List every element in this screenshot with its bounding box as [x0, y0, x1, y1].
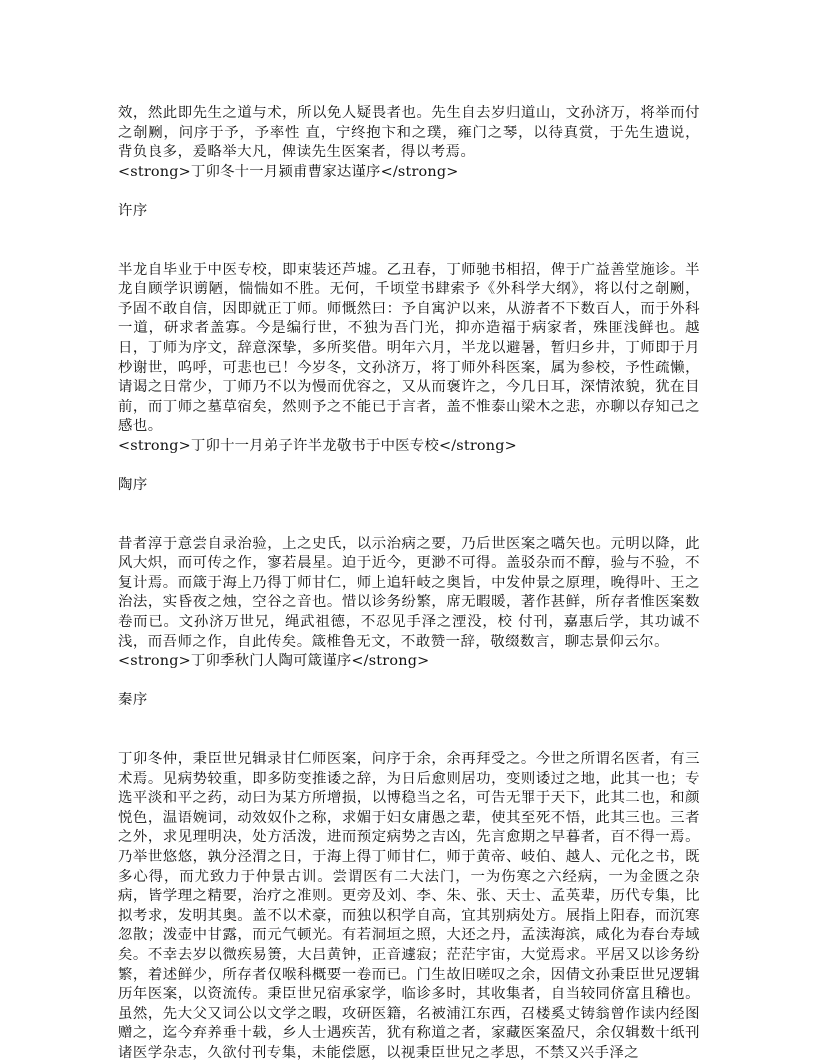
- preface-cao-signature: <strong>丁卯冬十一月颍甫曹家达谨序</strong>: [118, 163, 459, 180]
- preface-qin-body: 丁卯冬仲，秉臣世兄辑录甘仁师医案，问序于余，余再拜受之。今世之所谓名医者，有三术焉。见病势较重，即多防变推诿之辞，为日后愈则居功，变则诿过之地，此其一也；专选平淡和平之药，动曰为某方所增损，以博稳当之名，可告无罪于天下，此其二也，和颜悦色，温语婉词，动效奴仆之称，求媚于妇女庸愚之辈，使其至死不悟，此其三也。三者之外，求见理明决，处方活泼，进而预定病势之吉凶，先言愈期之早暮者，百不得一焉。乃举世悠悠，孰分泾渭之日，于海上得丁师甘仁，师于黄帝、岐伯、越人、元化之书，既多心得，而尤致力于仲景古训。尝谓医有二大法门，一为伤寒之六经病，一为金匮之杂病，皆学理之精要，治疗之准则。更旁及刘、李、朱、张、天士、孟英辈，历代专集，比拟考求，发明其奥。盖不以术豪，而独以积学自高，宜其别病处方。展指上阳春，而沉寒忽散；泼壶中甘露，而元气顿光。有若洞垣之照，大还之丹，孟渎海滨，咸化为春台寿域矣。不幸去岁以微疾易箦，大吕黄钟，正音遽寂；茫茫宇宙，大觉焉求。平居又以诊务纷繁，着述鲜少，所存者仅喉科概要一卷而已。门生故旧嗟叹之余，因倩文孙秉臣世兄逻辑历年医案，以资流传。秉臣世兄宿承家学，临诊多时，其收集者，自当较同侪富且稽也。虽然，先大父又词公以文学之暇，攻研医籍，名被浦江东西，召楼奚丈铸翁曾作读内经图赠之，迄今弃养垂十载，乡人士遇疾苦，犹有称道之者，家藏医案盈尺，余仅辑数十纸刊诸医学杂志，久欲付刊专集，未能偿愿，以视秉臣世兄之孝思，不禁又兴手泽之: [118, 751, 700, 1061]
- document-page: [118, 104, 700, 1064]
- preface-tao: [118, 476, 700, 691]
- spacer: [118, 457, 700, 477]
- spacer: [118, 496, 700, 535]
- preface-xu-heading: 许序: [118, 202, 148, 219]
- spacer: [118, 672, 700, 692]
- preface-xu: [118, 202, 700, 476]
- preface-tao-body: 昔者淳于意尝自录治验，上之史氏，以示治病之要，乃后世医案之嚆矢也。元明以降，此风大炽，而可传之作，寥若晨星。迫于近今，更渺不可得。盖驳杂而不醇，验与不验，不复计焉。而箴于海上乃得丁师甘仁，师上追轩岐之奥旨，中发仲景之原理，晚得叶、王之治法，实昏夜之烛，空谷之音也。惜以诊务纷繁，席无暇暖，著作甚鲜，所存者惟医案数卷而已。文孙济万世兄，绳武祖德，不忍见手泽之湮没，校 付刊，嘉惠后学，其功诚不浅，而吾师之作，自此传矣。箴椎鲁无文，不敢赞一辞，敬缀数言，聊志景仰云尔。: [118, 535, 700, 650]
- spacer: [118, 182, 700, 202]
- preface-cao: [118, 104, 700, 202]
- spacer: [118, 711, 700, 750]
- spacer: [118, 222, 700, 261]
- preface-xu-signature: <strong>丁卯十一月弟子许半龙敬书于中医专校</strong>: [118, 437, 517, 454]
- preface-qin: [118, 691, 700, 1063]
- preface-xu-body: 半龙自毕业于中医专校，即束装还芦墟。乙丑春，丁师驰书相招，俾于广益善堂施诊。半龙自顾学识谫陋，惴惴如不胜。无何，千顷堂书肆索予《外科学大纲》，将以付之剞劂，予固不敢自信，因即就正丁师。师慨然曰：予自寓沪以来，从游者不下数百人，而于外科一道，研求者盖寡。今是编行世，不独为吾门光，抑亦造福于病家者，殊匪浅鲜也。越日，丁师为序文，辞意深挚，多所奖借。明年六月，半龙以避暑，暂归乡井，丁师即于月杪谢世，呜呼，可悲也已！今岁冬，文孙济万，将丁师外科医案，属为参校，予性疏懒，请谒之日常少，丁师乃不以为慢而优容之，又从而褒许之，今几日耳，深情浓貌，犹在目前，而丁师之墓草宿矣，然则予之不能已于言者，盖不惟泰山梁木之悲，亦聊以存知己之感也。: [118, 261, 700, 435]
- preface-tao-heading: 陶序: [118, 477, 148, 494]
- preface-tao-signature: <strong>丁卯季秋门人陶可箴谨序</strong>: [118, 653, 430, 670]
- preface-qin-heading: 秦序: [118, 692, 148, 709]
- preface-cao-body: 效，然此即先生之道与术，所以免人疑畏者也。先生自去岁归道山，文孙济万，将举而付之剞劂，问序于予，予率性 直，宁终抱卞和之璞，雍门之琴，以待真赏，于先生遗说，背负良多，爰略举大凡，俾读先生医案者，得以考焉。: [118, 105, 700, 161]
